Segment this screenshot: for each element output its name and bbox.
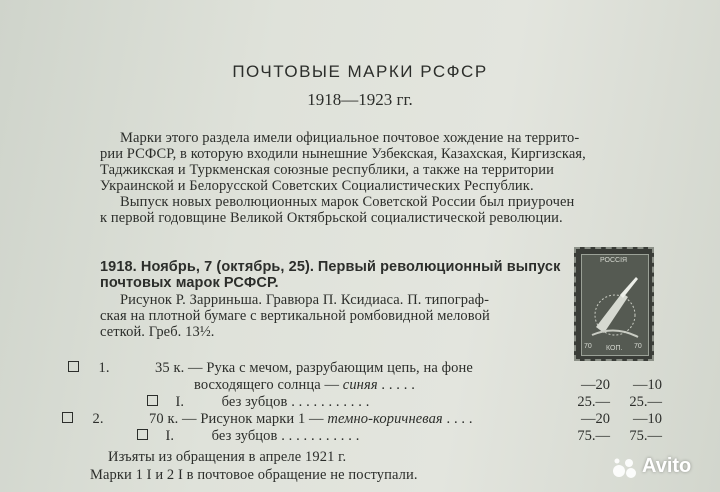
entry-1a-desc: без зубцов <box>221 394 288 410</box>
entry-2-value: 70 к. <box>149 411 179 427</box>
issue-title-a: Первый революционный выпуск <box>317 259 561 275</box>
avito-watermark-text: Avito <box>642 455 692 477</box>
entry-1-desc: — Рука с мечом, разрубающим цепь, на фоне <box>188 360 473 376</box>
issue-heading-line-1 <box>100 259 560 276</box>
entry-1-price-2: —10 <box>633 377 662 393</box>
entry-2-price-1: —20 <box>581 411 610 427</box>
stamp-top-text: РОССIЯ <box>600 257 628 264</box>
intro-line-1: Марки этого раздела имели официальное почтовое хождение на террито- <box>120 130 580 146</box>
entry-1a-row <box>147 394 369 411</box>
entry-2-row <box>62 411 473 428</box>
intro-line-5: Выпуск новых революционных марок Советской России был приурочен <box>120 194 575 210</box>
page-years: 1918—1923 гг. <box>307 90 413 109</box>
entry-1a-price-1: 25.— <box>577 394 610 410</box>
stamp-frame <box>581 254 649 356</box>
checkbox-icon <box>62 412 73 423</box>
stamp-sword-arm-icon <box>582 255 648 355</box>
entry-1a-price-2: 25.— <box>629 394 662 410</box>
checkbox-icon <box>137 429 148 440</box>
page-title: ПОЧТОВЫЕ МАРКИ РСФСР <box>232 62 488 81</box>
entry-2-color: темно-коричневая <box>327 411 443 427</box>
entry-2a-row <box>137 428 359 445</box>
stamp-left-value: 70 <box>584 343 592 350</box>
entry-2a-dots: . . . . . . . . . . . <box>281 428 360 444</box>
stamp-image <box>574 247 654 361</box>
entry-1-value: 35 к. <box>155 360 185 376</box>
entry-2-number: 2. <box>92 411 104 427</box>
entry-1-color: синяя <box>342 377 378 393</box>
issue-date: 1918. Ноябрь, 7 (октябрь, 25). <box>100 259 315 275</box>
entry-2-desc: — Рисунок марки 1 — <box>182 411 324 427</box>
entry-1-desc-2-row <box>194 377 415 394</box>
entry-1-price-1: —20 <box>581 377 610 393</box>
entry-2-dots: . . . . <box>446 411 473 427</box>
checkbox-icon <box>68 361 79 372</box>
entry-1-row <box>68 360 473 377</box>
intro-line-3: Таджикская и Туркменская союзные республики, а также на территории <box>100 162 554 178</box>
entry-1a-dots: . . . . . . . . . . . <box>291 394 370 410</box>
footnote-1: Изъяты из обращения в апреле 1921 г. <box>108 449 347 465</box>
issue-desc-1: Рисунок Р. Зарриньша. Гравюра П. Ксидиаса. П. типограф- <box>120 292 490 308</box>
entry-2-price-2: —10 <box>633 411 662 427</box>
stamp-bottom-text: КОП. <box>606 345 623 352</box>
avito-watermark <box>612 453 712 483</box>
entry-1-number: 1. <box>98 360 110 376</box>
entry-1-desc-2: восходящего солнца — <box>194 377 340 393</box>
intro-line-4: Украинской и Белорусской Советских Социалистических Республик. <box>100 178 534 194</box>
issue-desc-2: ская на плотной бумаге с вертикальной ромбовидной меловой <box>100 308 490 324</box>
stamp-right-value: 70 <box>634 343 642 350</box>
avito-logo-icon <box>612 457 638 479</box>
intro-line-6: к первой годовщине Великой Октябрьской социалистической революции. <box>100 210 563 226</box>
entry-1a-number: I. <box>175 394 185 410</box>
entry-2a-price-2: 75.— <box>629 428 662 444</box>
checkbox-icon <box>147 395 158 406</box>
footnote-2: Марки 1 I и 2 I в почтовое обращение не поступали. <box>90 467 418 483</box>
entry-2a-number: I. <box>165 428 175 444</box>
entry-1-dots: . . . . . <box>381 377 415 393</box>
entry-2a-price-1: 75.— <box>577 428 610 444</box>
intro-line-2: рии РСФСР, в которую входили нынешние Узбекская, Казахская, Киргизская, <box>100 146 586 162</box>
issue-title-b: почтовых марок РСФСР. <box>100 275 279 291</box>
entry-2a-desc: без зубцов <box>211 428 278 444</box>
issue-desc-3: сеткой. Греб. 13½. <box>100 324 215 340</box>
